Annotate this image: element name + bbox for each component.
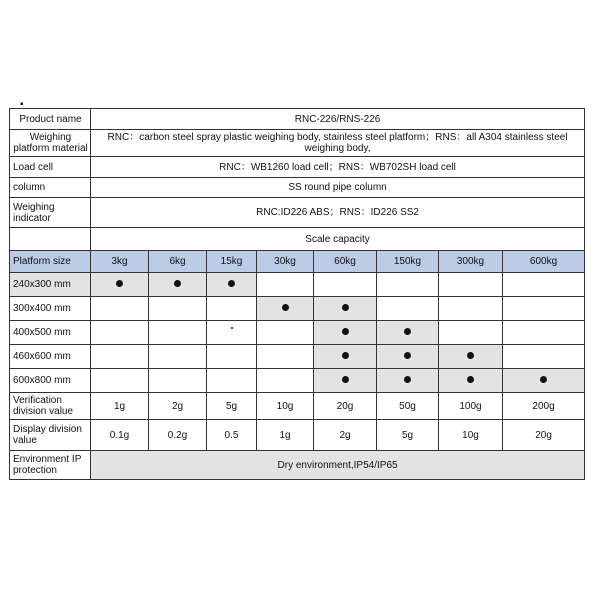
row-column	[10, 178, 585, 198]
display-value: 5g	[377, 420, 439, 451]
availability-cell	[91, 369, 149, 393]
indicator-label: Weighing indicator	[10, 198, 91, 228]
spec-table	[9, 108, 585, 480]
availability-dot	[174, 280, 181, 287]
capacity-header: 6kg	[149, 251, 207, 273]
size-row	[10, 321, 585, 345]
size-label: 460x600 mm	[10, 345, 91, 369]
display-value: 0.2g	[149, 420, 207, 451]
availability-dot	[404, 376, 411, 383]
availability-dot	[228, 280, 235, 287]
capacity-header: 60kg	[314, 251, 377, 273]
display-label: Display division value	[10, 420, 91, 451]
availability-cell	[439, 297, 503, 321]
environment-label: Environment IP protection	[10, 451, 91, 480]
capacity-header: 300kg	[439, 251, 503, 273]
size-label: 600x800 mm	[10, 369, 91, 393]
availability-cell	[377, 273, 439, 297]
availability-cell	[149, 369, 207, 393]
capacity-header: 150kg	[377, 251, 439, 273]
verification-value: 50g	[377, 393, 439, 420]
size-row	[10, 297, 585, 321]
availability-cell	[377, 297, 439, 321]
verification-value: 200g	[503, 393, 585, 420]
row-verification	[10, 393, 585, 420]
availability-cell	[207, 369, 257, 393]
display-value: 1g	[257, 420, 314, 451]
availability-dot	[467, 352, 474, 359]
size-label: 300x400 mm	[10, 297, 91, 321]
availability-cell	[91, 345, 149, 369]
availability-dot	[342, 376, 349, 383]
availability-cell	[439, 321, 503, 345]
display-value: 10g	[439, 420, 503, 451]
availability-cell	[439, 273, 503, 297]
row-platform-size	[10, 251, 585, 273]
product-name-label: Product name	[10, 109, 91, 130]
availability-cell-available	[257, 297, 314, 321]
availability-cell-available	[314, 297, 377, 321]
size-label: 400x500 mm	[10, 321, 91, 345]
verification-value: 20g	[314, 393, 377, 420]
size-label: 240x300 mm	[10, 273, 91, 297]
availability-cell	[314, 273, 377, 297]
verification-value: 5g	[207, 393, 257, 420]
row-platform-material	[10, 130, 585, 157]
product-name-value: RNC-226/RNS-226	[91, 109, 585, 130]
availability-cell-available	[314, 321, 377, 345]
platform-material-label: Weighing platform material	[10, 130, 91, 157]
availability-cell	[503, 345, 585, 369]
capacity-header: 15kg	[207, 251, 257, 273]
availability-cell-available	[314, 369, 377, 393]
stray-mark	[231, 327, 233, 329]
availability-cell	[149, 345, 207, 369]
column-value: SS round pipe column	[91, 178, 585, 198]
verification-value: 10g	[257, 393, 314, 420]
capacity-header: 30kg	[257, 251, 314, 273]
environment-value: Dry environment,IP54/IP65	[91, 451, 585, 480]
availability-cell	[207, 297, 257, 321]
availability-cell	[503, 273, 585, 297]
verification-value: 1g	[91, 393, 149, 420]
availability-cell-available	[377, 345, 439, 369]
availability-cell	[503, 321, 585, 345]
availability-cell-available	[314, 345, 377, 369]
verification-value: 100g	[439, 393, 503, 420]
verification-value: 2g	[149, 393, 207, 420]
row-indicator	[10, 198, 585, 228]
availability-dot	[404, 328, 411, 335]
availability-cell	[503, 297, 585, 321]
availability-cell-available	[377, 369, 439, 393]
display-value: 2g	[314, 420, 377, 451]
row-environment	[10, 451, 585, 480]
availability-dot	[404, 352, 411, 359]
availability-cell	[91, 321, 149, 345]
availability-cell-available	[503, 369, 585, 393]
row-load-cell	[10, 157, 585, 178]
availability-cell	[257, 273, 314, 297]
size-row	[10, 273, 585, 297]
availability-cell-available	[439, 345, 503, 369]
load-cell-value: RNC：WB1260 load cell；RNS：WB702SH load cell	[91, 157, 585, 178]
capacity-header: 600kg	[503, 251, 585, 273]
availability-cell	[91, 297, 149, 321]
availability-cell	[257, 345, 314, 369]
capacity-blank-cell	[10, 228, 91, 251]
availability-cell	[207, 345, 257, 369]
display-value: 20g	[503, 420, 585, 451]
availability-dot	[342, 328, 349, 335]
corner-mark: ▪	[20, 99, 24, 110]
availability-cell	[149, 297, 207, 321]
platform-material-value: RNC：carbon steel spray plastic weighing body, stainless steel platform；RNS：all A304 stainless steel weighing body,	[91, 130, 585, 157]
row-product-name	[10, 109, 585, 130]
platform-size-label: Platform size	[10, 251, 91, 273]
availability-cell	[257, 321, 314, 345]
availability-dot	[116, 280, 123, 287]
availability-cell	[149, 321, 207, 345]
availability-cell-available	[91, 273, 149, 297]
availability-cell-available	[207, 273, 257, 297]
availability-dot	[342, 304, 349, 311]
size-row	[10, 345, 585, 369]
row-capacity-title	[10, 228, 585, 251]
size-row	[10, 369, 585, 393]
display-value: 0.5	[207, 420, 257, 451]
availability-cell	[207, 321, 257, 345]
availability-cell-available	[149, 273, 207, 297]
load-cell-label: Load cell	[10, 157, 91, 178]
availability-dot	[342, 352, 349, 359]
availability-dot	[540, 376, 547, 383]
availability-cell-available	[377, 321, 439, 345]
display-value: 0.1g	[91, 420, 149, 451]
indicator-value: RNC:ID226 ABS；RNS：ID226 SS2	[91, 198, 585, 228]
row-display	[10, 420, 585, 451]
availability-cell	[257, 369, 314, 393]
column-label: column	[10, 178, 91, 198]
availability-dot	[467, 376, 474, 383]
capacity-header: 3kg	[91, 251, 149, 273]
availability-cell-available	[439, 369, 503, 393]
capacity-title: Scale capacity	[91, 228, 585, 251]
verification-label: Verification division value	[10, 393, 91, 420]
availability-dot	[282, 304, 289, 311]
